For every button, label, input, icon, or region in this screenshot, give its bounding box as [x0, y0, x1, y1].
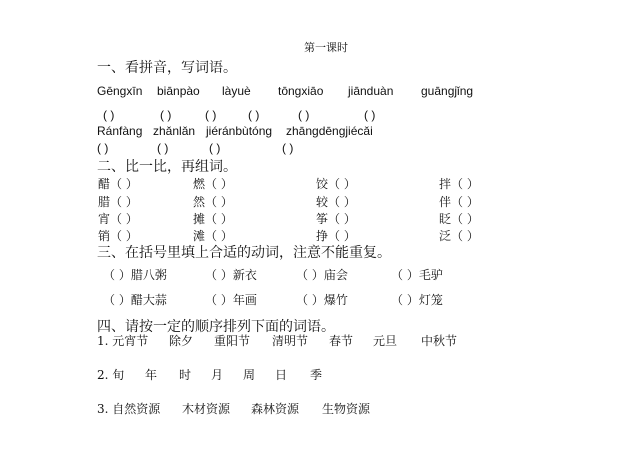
verb-fill-item[interactable]: （ ）新衣	[205, 268, 257, 282]
pinyin-layue: làyuè	[222, 84, 251, 98]
pinyin-jieranbutong: jiéránbùtóng	[206, 124, 273, 138]
order-word: 元旦	[373, 334, 398, 348]
compare-word-cell[interactable]: 销（ ）	[98, 229, 138, 243]
verb-fill-item[interactable]: （ ）年画	[205, 293, 257, 307]
answer-blank[interactable]: ( )	[282, 141, 294, 155]
order-word: 除夕	[169, 334, 194, 348]
order-word: 2. 旬	[97, 368, 125, 382]
order-word: 森林资源	[251, 402, 300, 416]
section1-heading: 一、看拼音，写词语。	[97, 60, 237, 76]
pinyin-guangjing: guāngjǐng	[421, 84, 474, 98]
compare-word-cell[interactable]: 燃（ ）	[193, 177, 233, 191]
compare-word-cell[interactable]: 眨（ ）	[439, 212, 479, 226]
compare-word-cell[interactable]: 饺（ ）	[316, 177, 356, 191]
order-word: 季	[310, 368, 323, 382]
order-word: 时	[179, 368, 192, 382]
compare-word-cell[interactable]: 泛（ ）	[439, 229, 479, 243]
answer-blank[interactable]: ( )	[364, 108, 376, 122]
verb-fill-item[interactable]: （ ）爆竹	[296, 293, 348, 307]
section2-heading: 二、比一比，再组词。	[97, 159, 237, 175]
compare-word-cell[interactable]: 较（ ）	[316, 195, 356, 209]
answer-blank[interactable]: ( )	[205, 108, 217, 122]
order-word: 3. 自然资源	[97, 402, 161, 416]
order-word: 日	[275, 368, 288, 382]
order-word: 周	[243, 368, 256, 382]
order-word: 木材资源	[182, 402, 231, 416]
pinyin-gengxin: Gēngxīn	[97, 84, 143, 98]
section4-heading: 四、请按一定的顺序排列下面的词语。	[97, 319, 335, 335]
order-word: 1. 元宵节	[97, 334, 149, 348]
compare-word-cell[interactable]: 然（ ）	[193, 195, 233, 209]
compare-word-cell[interactable]: 伴（ ）	[439, 195, 479, 209]
compare-word-cell[interactable]: 滩（ ）	[193, 229, 233, 243]
verb-fill-item[interactable]: （ ）醋大蒜	[103, 293, 167, 307]
answer-blank[interactable]: ( )	[97, 141, 109, 155]
verb-fill-item[interactable]: （ ）腊八粥	[103, 268, 167, 282]
compare-word-cell[interactable]: 筝（ ）	[316, 212, 356, 226]
compare-word-cell[interactable]: 腊（ ）	[98, 195, 138, 209]
verb-fill-item[interactable]: （ ）灯笼	[391, 293, 443, 307]
order-word: 生物资源	[322, 402, 371, 416]
pinyin-ranfang: Ránfàng	[97, 124, 143, 138]
verb-fill-item[interactable]: （ ）庙会	[296, 268, 348, 282]
page-title: 第一课时	[304, 41, 348, 54]
order-word: 月	[211, 368, 224, 382]
pinyin-zhangdengjiecai: zhāngdēngjiécǎi	[286, 124, 373, 138]
answer-blank[interactable]: ( )	[248, 108, 260, 122]
order-word: 重阳节	[214, 334, 251, 348]
answer-blank[interactable]: ( )	[103, 108, 115, 122]
compare-word-cell[interactable]: 宵（ ）	[98, 212, 138, 226]
answer-blank[interactable]: ( )	[160, 108, 172, 122]
order-word: 年	[145, 368, 158, 382]
order-word: 春节	[329, 334, 354, 348]
compare-word-cell[interactable]: 醋（ ）	[98, 177, 138, 191]
order-word: 清明节	[272, 334, 309, 348]
compare-word-cell[interactable]: 摊（ ）	[193, 212, 233, 226]
pinyin-zhanlan: zhǎnlǎn	[153, 124, 196, 138]
answer-blank[interactable]: ( )	[298, 108, 310, 122]
section3-heading: 三、在括号里填上合适的动词，注意不能重复。	[97, 245, 391, 261]
compare-word-cell[interactable]: 挣（ ）	[316, 229, 356, 243]
answer-blank[interactable]: ( )	[157, 141, 169, 155]
answer-blank[interactable]: ( )	[209, 141, 221, 155]
verb-fill-item[interactable]: （ ）毛驴	[391, 268, 443, 282]
pinyin-jianduan: jiānduàn	[348, 84, 394, 98]
pinyin-tongxiao: tōngxiāo	[278, 84, 324, 98]
pinyin-bianpao: biānpào	[157, 84, 200, 98]
order-word: 中秋节	[421, 334, 458, 348]
compare-word-cell[interactable]: 拌（ ）	[439, 177, 479, 191]
